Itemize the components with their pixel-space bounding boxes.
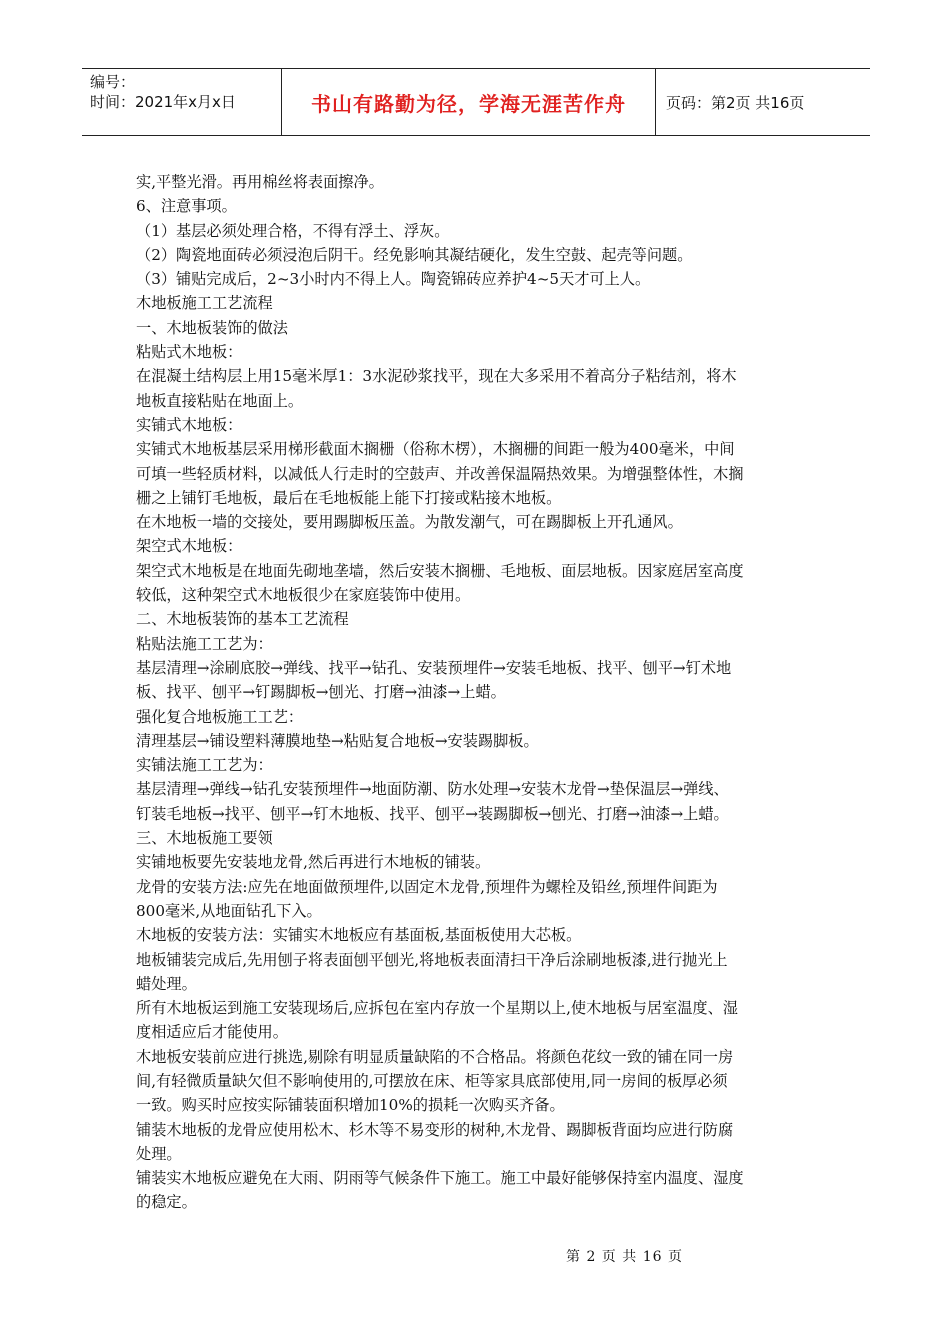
text-line: 地板铺装完成后,先用刨子将表面刨平刨光,将地板表面清扫干净后涂刷地板漆,进行抛光上 bbox=[136, 950, 728, 969]
text-line: 木地板安装前应进行挑选,剔除有明显质量缺陷的不合格品。将颜色花纹一致的铺在同一房 bbox=[136, 1047, 734, 1066]
text-line: 在混凝土结构层上用15毫米厚1：3水泥砂浆找平，现在大多采用不着高分子粘结剂，将木 bbox=[136, 367, 737, 386]
text-line: 实铺法施工工艺为： bbox=[136, 756, 273, 775]
header-page-info: 页码：第2页 共16页 bbox=[666, 93, 805, 112]
page-footer: 第 2 页 共 16 页 bbox=[566, 1249, 683, 1265]
page-header bbox=[82, 68, 870, 136]
text-line: 强化复合地板施工工艺： bbox=[136, 707, 304, 726]
text-line: 清理基层→铺设塑料薄膜地垫→粘贴复合地板→安装踢脚板。 bbox=[136, 731, 539, 750]
text-line: 实,平整光滑。再用棉丝将表面擦净。 bbox=[136, 173, 384, 191]
text-line: 铺装木地板的龙骨应使用松木、杉木等不易变形的树种,木龙骨、踢脚板背面均应进行防腐 bbox=[136, 1120, 734, 1139]
text-line: 栅之上铺钉毛地板，最后在毛地板能上能下打接或粘接木地板。 bbox=[136, 488, 562, 507]
document-date-label: 时间：2021年x月x日 bbox=[90, 93, 236, 111]
text-line: 较低，这种架空式木地板很少在家庭装饰中使用。 bbox=[136, 586, 471, 605]
text-line: 龙骨的安装方法:应先在地面做预埋件,以固定木龙骨,预埋件为螺栓及铅丝,预埋件间距为 bbox=[136, 877, 718, 896]
text-line: 地板直接粘贴在地面上。 bbox=[136, 391, 304, 410]
text-line: 间,有轻微质量缺欠但不影响使用的,可摆放在床、柜等家具底部使用,同一房间的板厚必须 bbox=[136, 1071, 728, 1090]
text-line: 基层清理→涂刷底胶→弹线、找平→钻孔、安装预埋件→安装毛地板、找平、刨平→钉术地 bbox=[136, 658, 732, 677]
text-line: 板、找平、刨平→钉踢脚板→刨光、打磨→油漆→上蜡。 bbox=[136, 683, 506, 702]
text-line: 蜡处理。 bbox=[136, 974, 197, 993]
text-line: （3）铺贴完成后，2~3小时内不得上人。陶瓷锦砖应养护4~5天才可上人。 bbox=[136, 270, 651, 289]
header-motto-cell bbox=[282, 69, 656, 135]
text-line: 在木地板一墙的交接处，要用踢脚板压盖。为散发潮气，可在踢脚板上开孔通风。 bbox=[136, 513, 683, 532]
text-line: 实铺地板要先安装地龙骨,然后再进行木地板的铺装。 bbox=[136, 853, 491, 872]
text-line: 粘贴式木地板： bbox=[136, 343, 243, 362]
text-line: 粘贴法施工工艺为： bbox=[136, 634, 273, 653]
text-line: 架空式木地板： bbox=[136, 537, 243, 556]
text-line: 可填一些轻质材料，以减低人行走时的空鼓声、并改善保温隔热效果。为增强整体性，木搁 bbox=[136, 464, 744, 483]
document-body bbox=[136, 170, 816, 1215]
document-number-label: 编号： bbox=[90, 73, 136, 91]
text-line: （2）陶瓷地面砖必须浸泡后阴干。经免影响其凝结硬化，发生空鼓、起壳等问题。 bbox=[136, 245, 693, 264]
text-line: 二、木地板装饰的基本工艺流程 bbox=[136, 610, 349, 629]
text-line: 实铺式木地板基层采用梯形截面木搁栅（俗称木楞），木搁栅的间距一般为400毫米，中间 bbox=[136, 440, 735, 459]
text-line: 处理。 bbox=[136, 1144, 182, 1163]
text-line: 6、注意事项。 bbox=[136, 197, 237, 216]
text-line: 木地板的安装方法：实铺实木地板应有基面板,基面板使用大芯板。 bbox=[136, 926, 582, 945]
text-line: 钉装毛地板→找平、刨平→钉木地板、找平、刨平→装踢脚板→刨光、打磨→油漆→上蜡。 bbox=[136, 804, 729, 823]
header-motto: 书山有路勤为径，学海无涯苦作舟 bbox=[311, 91, 626, 116]
text-line: 800毫米,从地面钻孔下入。 bbox=[136, 901, 322, 920]
header-page-cell bbox=[656, 69, 870, 135]
text-line: （1）基层必须处理合格，不得有浮土、浮灰。 bbox=[136, 221, 450, 240]
text-line: 所有木地板运到施工安装现场后,应拆包在室内存放一个星期以上,使木地板与居室温度、湿 bbox=[136, 999, 738, 1018]
text-line: 一致。购买时应按实际铺装面积增加10%的损耗一次购买齐备。 bbox=[136, 1096, 565, 1115]
text-line: 的稳定。 bbox=[136, 1193, 197, 1212]
text-line: 木地板施工工艺流程 bbox=[136, 294, 273, 313]
text-line: 基层清理→弹线→钻孔安装预埋件→地面防潮、防水处理→安装木龙骨→垫保温层→弹线、 bbox=[136, 780, 729, 799]
text-line: 架空式木地板是在地面先砌地垄墙，然后安装木搁栅、毛地板、面层地板。因家庭居室高度 bbox=[136, 561, 744, 580]
text-line: 三、木地板施工要领 bbox=[136, 829, 273, 848]
text-line: 度相适应后才能使用。 bbox=[136, 1023, 288, 1042]
text-line: 实铺式木地板： bbox=[136, 415, 243, 434]
header-meta-cell bbox=[82, 69, 282, 135]
text-line: 一、木地板装饰的做法 bbox=[136, 318, 288, 337]
text-line: 铺装实木地板应避免在大雨、阴雨等气候条件下施工。施工中最好能够保持室内温度、湿度 bbox=[136, 1169, 744, 1188]
